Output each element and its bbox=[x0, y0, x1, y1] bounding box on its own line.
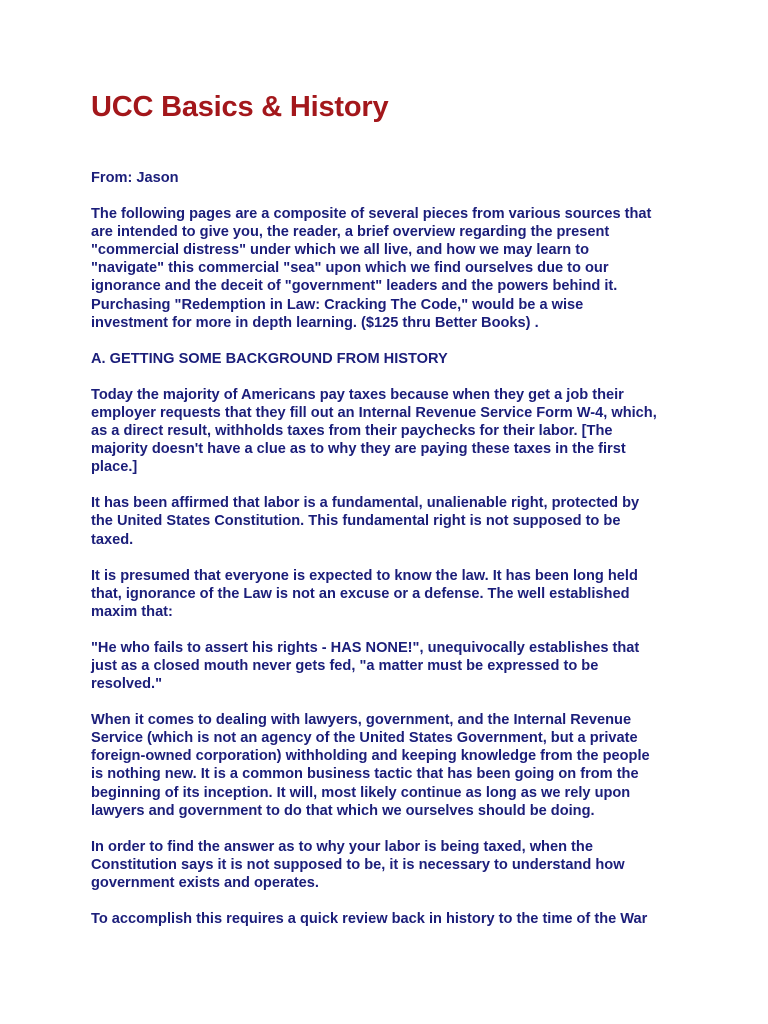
paragraph-line: that, ignorance of the Law is not an excuse or a defense. The well established bbox=[91, 585, 630, 602]
paragraph-line: To accomplish this requires a quick review back in history to the time of the War bbox=[91, 911, 648, 927]
paragraph bbox=[91, 350, 691, 368]
paragraph bbox=[91, 205, 691, 332]
paragraph-line: It has been affirmed that labor is a fundamental, unalienable right, protected by bbox=[91, 495, 640, 512]
paragraph-line: Service (which is not an agency of the United States Government, but a private bbox=[91, 730, 638, 747]
paragraph-line: is nothing new. It is a common business tactic that has been going on from the bbox=[91, 766, 639, 783]
paragraph-line: majority doesn't have a clue as to why they are paying these taxes in the first bbox=[91, 441, 626, 458]
paragraph-line: just as a closed mouth never gets fed, "a matter must be expressed to be bbox=[91, 657, 599, 674]
paragraph-line: It is presumed that everyone is expected to know the law. It has been long held bbox=[91, 567, 638, 584]
paragraph-line: employer requests that they fill out an Internal Revenue Service Form W-4, which, bbox=[91, 404, 657, 421]
paragraph-line: In order to find the answer as to why your labor is being taxed, when the bbox=[91, 838, 593, 855]
paragraph bbox=[91, 639, 691, 693]
paragraph-line: taxed. bbox=[91, 531, 134, 548]
paragraph-line: "commercial distress" under which we all live, and how we may learn to bbox=[91, 242, 590, 259]
paragraph-line: investment for more in depth learning. ($125 thru Better Books) . bbox=[91, 314, 539, 331]
document-title: UCC Basics & History bbox=[91, 91, 389, 123]
paragraph-line: government exists and operates. bbox=[91, 874, 319, 891]
document-body bbox=[91, 205, 691, 928]
from-line: From: Jason bbox=[91, 170, 179, 186]
paragraph-line: Purchasing "Redemption in Law: Cracking The Code," would be a wise bbox=[91, 296, 584, 313]
paragraph-line: A. GETTING SOME BACKGROUND FROM HISTORY bbox=[91, 350, 448, 367]
paragraph-line: as a direct result, withholds taxes from their paychecks for their labor. [The bbox=[91, 423, 613, 440]
paragraph-line: Today the majority of Americans pay taxes because when they get a job their bbox=[91, 386, 624, 403]
paragraph-line: The following pages are a composite of several pieces from various sources that bbox=[91, 206, 652, 223]
paragraph-line: maxim that: bbox=[91, 603, 173, 620]
paragraph-line: foreign-owned corporation) withholding and keeping knowledge from the people bbox=[91, 748, 650, 765]
paragraph bbox=[91, 567, 691, 621]
paragraph-line: "He who fails to assert his rights - HAS NONE!", unequivocally establishes that bbox=[91, 639, 640, 656]
paragraph bbox=[91, 386, 691, 476]
paragraph-line: "navigate" this commercial "sea" upon which we find ourselves due to our bbox=[91, 260, 609, 277]
paragraph bbox=[91, 494, 691, 548]
paragraph-line: lawyers and government to do that which we ourselves should be doing. bbox=[91, 802, 595, 819]
paragraph-line: place.] bbox=[91, 459, 138, 476]
paragraph-line: beginning of its inception. It will, most likely continue as long as we rely upon bbox=[91, 784, 631, 801]
paragraph-line: Constitution says it is not supposed to be, it is necessary to understand how bbox=[91, 856, 625, 873]
paragraph bbox=[91, 910, 691, 928]
paragraph-line: ignorance and the deceit of "government" leaders and the powers behind it. bbox=[91, 278, 618, 295]
paragraph-line: are intended to give you, the reader, a brief overview regarding the present bbox=[91, 224, 610, 241]
paragraph-line: resolved." bbox=[91, 676, 163, 693]
paragraph-line: the United States Constitution. This fundamental right is not supposed to be bbox=[91, 513, 621, 530]
paragraph bbox=[91, 838, 691, 892]
document-page bbox=[91, 88, 691, 928]
paragraph bbox=[91, 711, 691, 820]
paragraph-line: When it comes to dealing with lawyers, government, and the Internal Revenue bbox=[91, 712, 632, 729]
